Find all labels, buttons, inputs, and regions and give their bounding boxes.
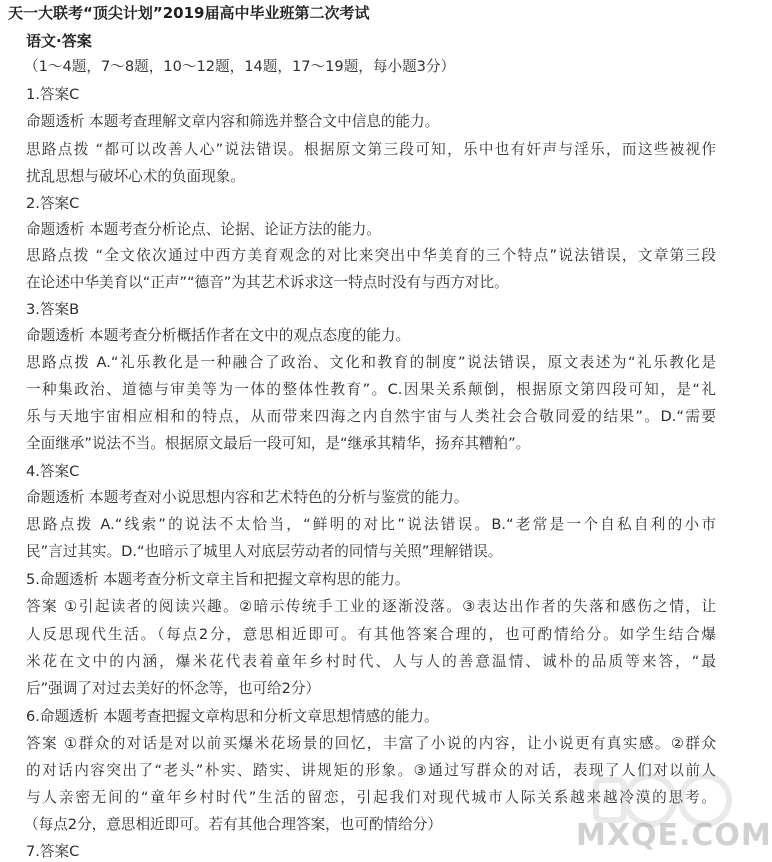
text-line: 答案 ①引起读者的阅读兴趣。②暗示传统手工业的逐渐没落。③表达出作者的失落和感伤之情，让 [26,598,716,615]
text-line: 4.答案C [26,463,80,480]
text-line: 命题透析 本题考查对小说思想内容和艺术特色的分析与鉴赏的能力。 [26,489,469,506]
text-line: 人反思现代生活。（每点2分，意思相近即可。有其他答案合理的，也可酌情给分。如学生结合爆 [26,626,716,643]
text-line: 命题透析 本题考查理解文章内容和筛选并整合文中信息的能力。 [26,113,440,130]
document-title: 天一大联考“顶尖计划”2019届高中毕业班第二次考试 [8,4,370,22]
text-line: 答案 ①群众的对话是对以前买爆米花场景的回忆，丰富了小说的内容，让小说更有真实感。②群众 [26,735,716,752]
text-line: 思路点拨 “都可以改善人心”说法错误。根据原文第三段可知，乐中也有奸声与淫乐，而这些被视作 [26,141,716,158]
text-line: 3.答案B [26,301,80,318]
text-line: 6.命题透析 本题考查把握文章构思和分析文章思想情感的能力。 [26,708,439,725]
text-line: 在论述中华美育以“正声”“德音”为其艺术诉求这一特点时没有与西方对比。 [26,274,509,291]
text-line: 2.答案C [26,195,80,212]
text-line: 乐与天地宇宙相应相和的特点，从而带来四海之内自然宇宙与人类社会合敬同爱的结果”。D.“需要 [26,408,716,425]
text-line: 民”言过其实。D.“也暗示了城里人对底层劳动者的同情与关照”理解错误。 [26,543,503,560]
text-line: 命题透析 本题考查分析论点、论据、论证方法的能力。 [26,221,381,238]
text-line: 的对话内容突出了“老头”朴实、踏实、讲规矩的形象。③通过写群众的对话，表现了人们对以前人 [26,762,716,779]
text-line: 思路点拨 A.“线索”的说法不太恰当，“鲜明的对比”说法错误。B.“老常是一个自私自利的小市 [26,516,716,533]
text-line: （1～4题，7～8题，10～12题，14题，17～19题，每小题3分） [24,58,456,75]
text-line: 后”强调了对过去美好的怀念等，也可给2分） [26,680,321,697]
text-line: （每点2分，意思相近即可。若有其他合理答案，也可酌情给分） [24,816,442,833]
text-line: 5.命题透析 本题考查分析文章主旨和把握文章构思的能力。 [26,571,410,588]
watermark-text: MXQE.COM [576,818,772,853]
text-line: 全面继承”说法不当。根据原文最后一段可知，是“继承其精华，扬弃其糟粕”。 [26,435,531,452]
text-line: 米花在文中的内涵，爆米花代表着童年乡村时代、人与人的善意温情、诚朴的品质等来答，“最 [26,653,716,670]
subject-heading: 语文·答案 [26,32,92,50]
text-line: 1.答案C [26,86,80,103]
text-line: 与人亲密无间的“童年乡村时代”生活的留恋，引起我们对现代城市人际关系越来越冷漠的思考。 [26,789,716,806]
text-line: 一种集政治、道德与审美等为一体的整体性教育”。C.因果关系颠倒，根据原文第四段可知，是“礼 [26,381,716,398]
text-line: 思路点拨 A.“礼乐教化是一种融合了政治、文化和教育的制度”说法错误，原文表述为“礼乐教化是 [26,354,716,371]
text-line: 7.答案C [26,843,80,860]
text-line: 思路点拨 “全文依次通过中西方美育观念的对比来突出中华美育的三个特点”说法错误，文章第三段 [26,247,716,264]
text-line: 扰乱思想与破坏心术的负面现象。 [26,168,245,185]
text-line: 命题透析 本题考查分析概括作者在文中的观点态度的能力。 [26,327,411,344]
